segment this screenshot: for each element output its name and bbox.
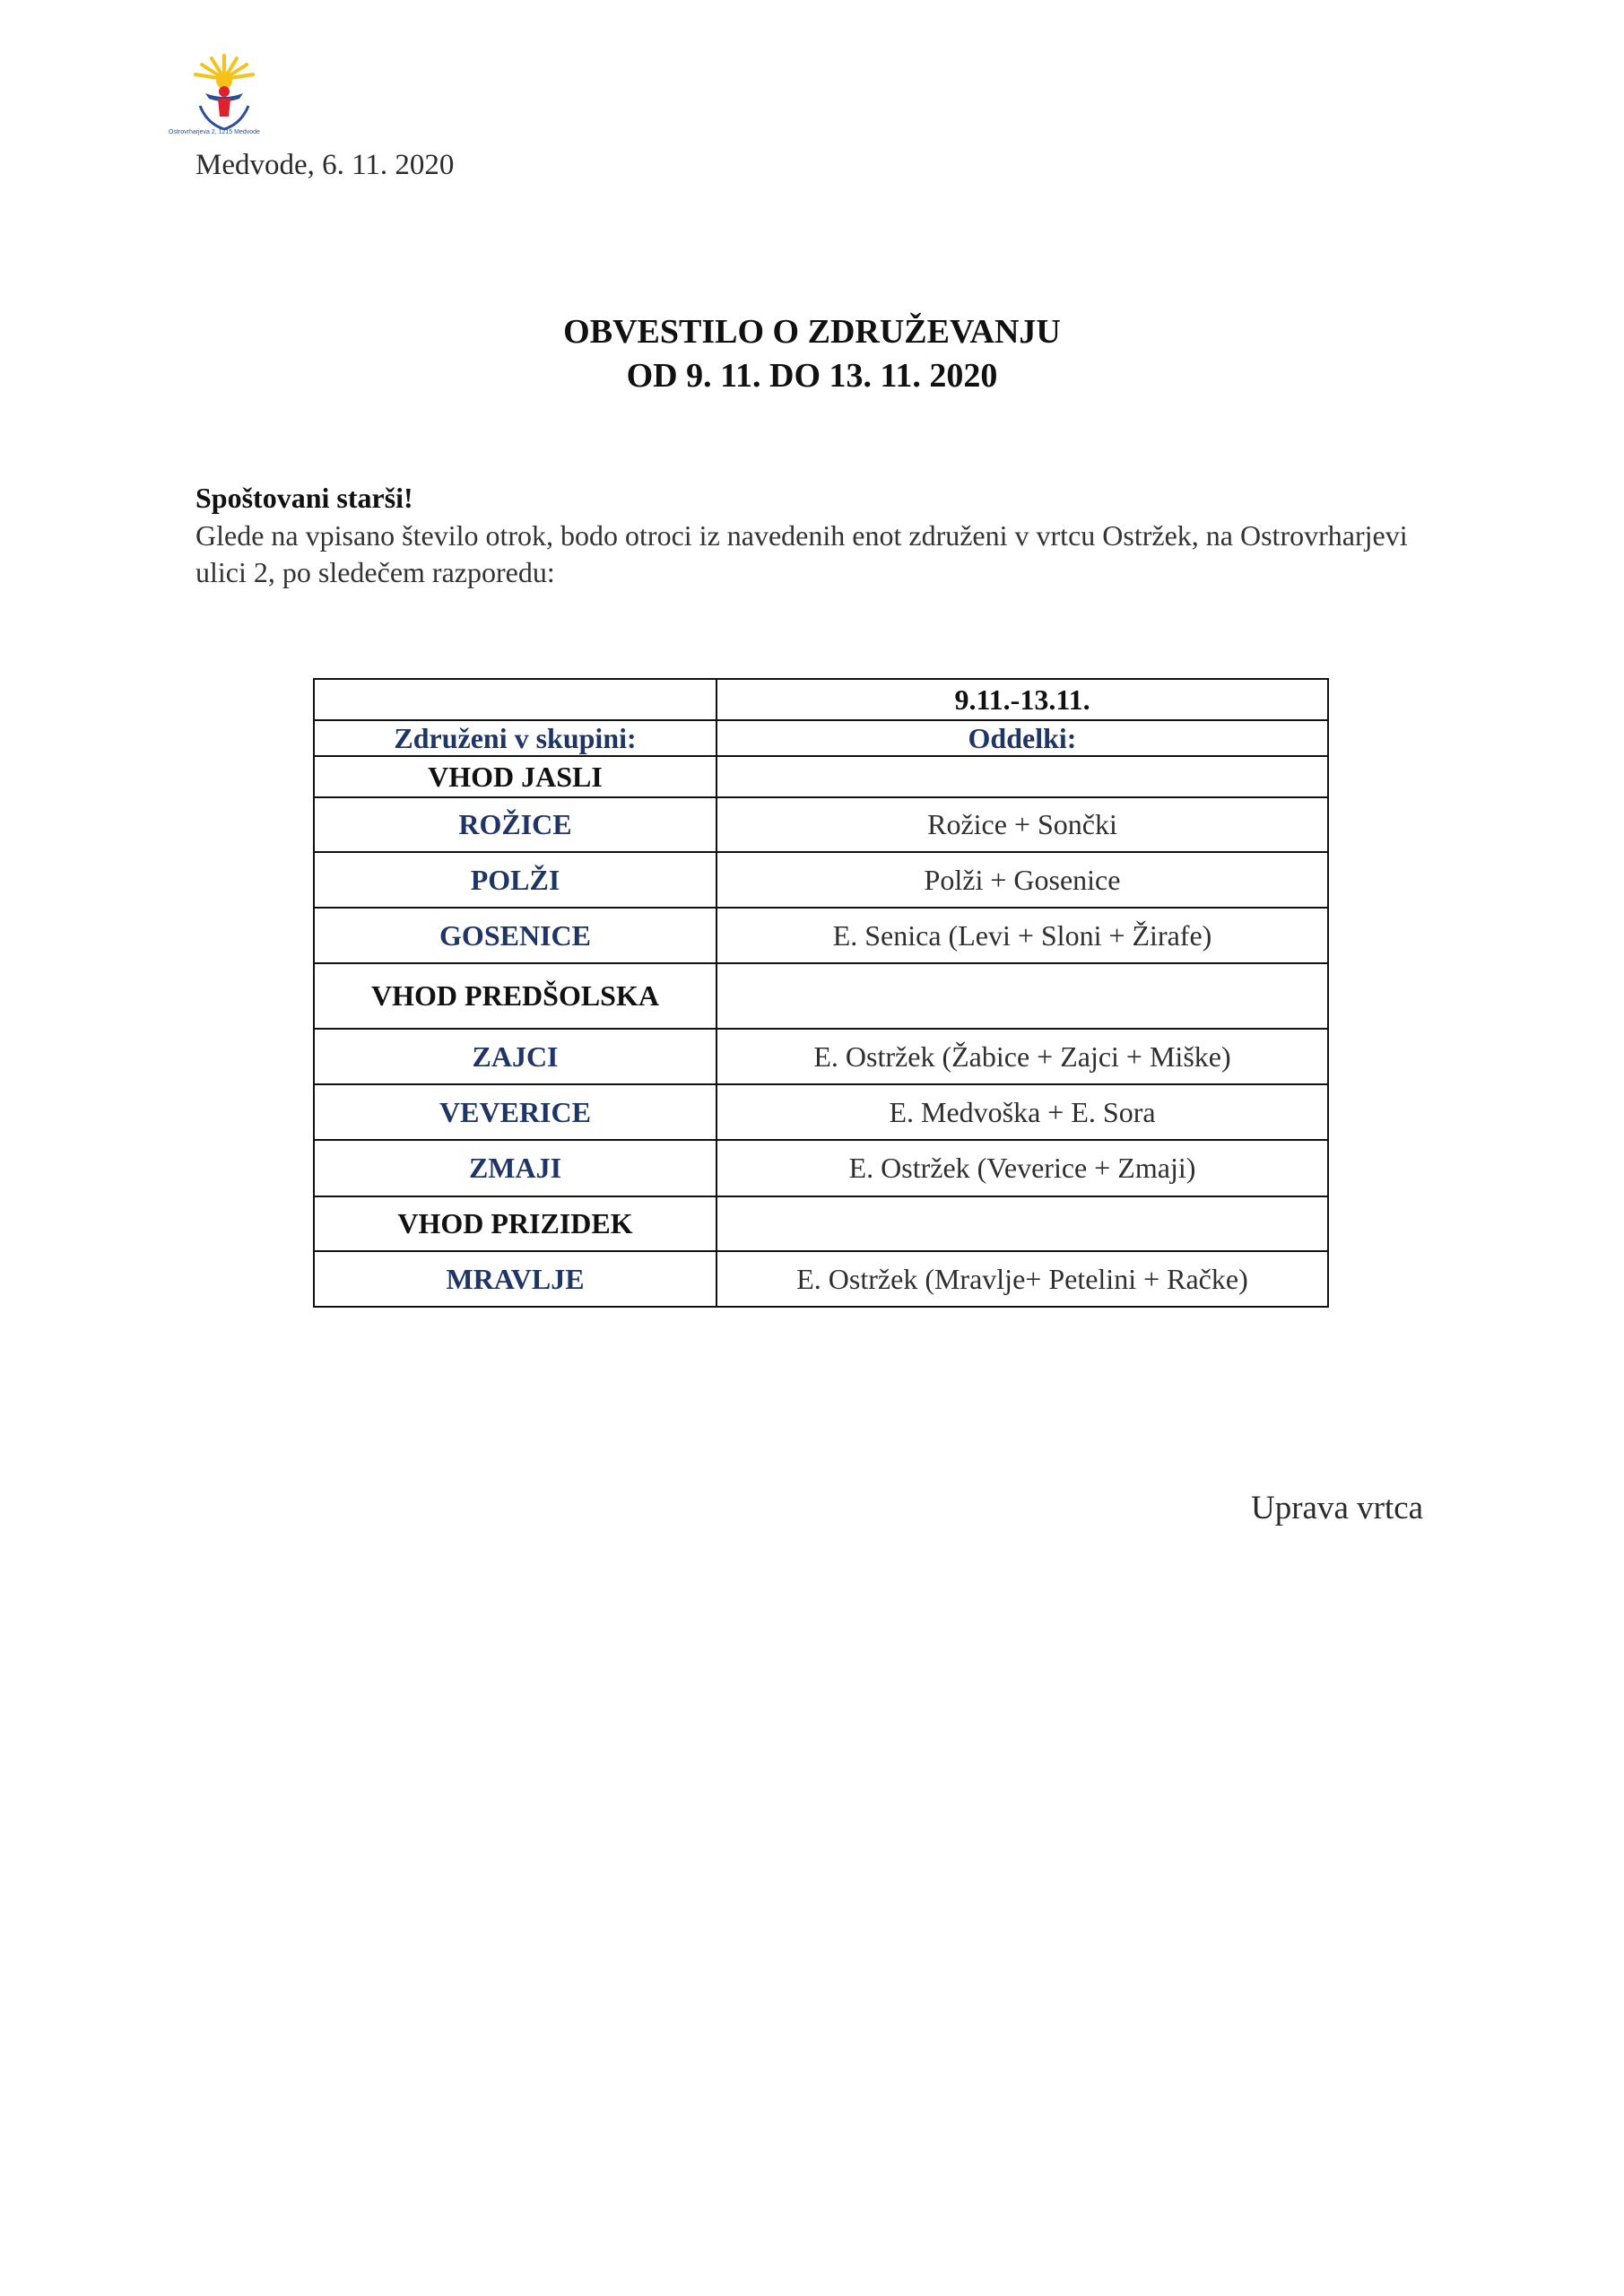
table-row bbox=[314, 797, 1328, 852]
group-cell: VHOD JASLI bbox=[314, 756, 716, 797]
depts-cell bbox=[716, 963, 1328, 1029]
group-cell: MRAVLJE bbox=[314, 1251, 716, 1307]
table-row bbox=[314, 1084, 1328, 1140]
table-row bbox=[314, 1140, 1328, 1196]
kindergarten-sun-child-logo bbox=[184, 52, 265, 142]
logo-address: Ostrovrharjeva 2, 1215 Medvode bbox=[169, 129, 260, 135]
depts-cell: E. Medvoška + E. Sora bbox=[716, 1084, 1328, 1140]
group-cell: ROŽICE bbox=[314, 797, 716, 852]
group-cell: VEVERICE bbox=[314, 1084, 716, 1140]
empty-header-cell bbox=[314, 679, 716, 720]
group-cell: ZMAJI bbox=[314, 1140, 716, 1196]
table-row bbox=[314, 756, 1328, 797]
group-cell: VHOD PREDŠOLSKA bbox=[314, 963, 716, 1029]
table-row bbox=[314, 908, 1328, 963]
group-cell: POLŽI bbox=[314, 852, 716, 908]
greeting: Spoštovani starši! bbox=[195, 482, 413, 514]
notice-title: OBVESTILO O ZDRUŽEVANJU bbox=[563, 313, 1061, 351]
depts-cell: E. Senica (Levi + Sloni + Žirafe) bbox=[716, 908, 1328, 963]
depts-cell bbox=[716, 1196, 1328, 1251]
date-line: Medvode, 6. 11. 2020 bbox=[195, 149, 455, 181]
signature: Uprava vrtca bbox=[1251, 1490, 1424, 1526]
intro-paragraph: Glede na vpisano število otrok, bodo otroci iz navedenih enot združeni v vrtcu Ostržek, na Ostrovrharjevi ulici 2, po sledečem razporedu: bbox=[195, 519, 1408, 588]
period-header: 9.11.-13.11. bbox=[716, 679, 1328, 720]
depts-cell: Rožice + Sončki bbox=[716, 797, 1328, 852]
table-row bbox=[314, 852, 1328, 908]
table-row bbox=[314, 720, 1328, 756]
depts-cell: Polži + Gosenice bbox=[716, 852, 1328, 908]
group-cell: VHOD PRIZIDEK bbox=[314, 1196, 716, 1251]
table-row bbox=[314, 1029, 1328, 1084]
depts-cell: E. Ostržek (Mravlje+ Petelini + Račke) bbox=[716, 1251, 1328, 1307]
table-row bbox=[314, 963, 1328, 1029]
depts-cell bbox=[716, 756, 1328, 797]
table-row bbox=[314, 1251, 1328, 1307]
depts-cell: E. Ostržek (Žabice + Zajci + Miške) bbox=[716, 1029, 1328, 1084]
group-cell: GOSENICE bbox=[314, 908, 716, 963]
table-row bbox=[314, 679, 1328, 720]
col1-header: Združeni v skupini: bbox=[314, 720, 716, 756]
depts-cell: E. Ostržek (Veverice + Zmaji) bbox=[716, 1140, 1328, 1196]
col2-header: Oddelki: bbox=[716, 720, 1328, 756]
group-cell: ZAJCI bbox=[314, 1029, 716, 1084]
schedule-table bbox=[313, 678, 1329, 1308]
table-row bbox=[314, 1196, 1328, 1251]
notice-subtitle: OD 9. 11. DO 13. 11. 2020 bbox=[626, 357, 998, 395]
